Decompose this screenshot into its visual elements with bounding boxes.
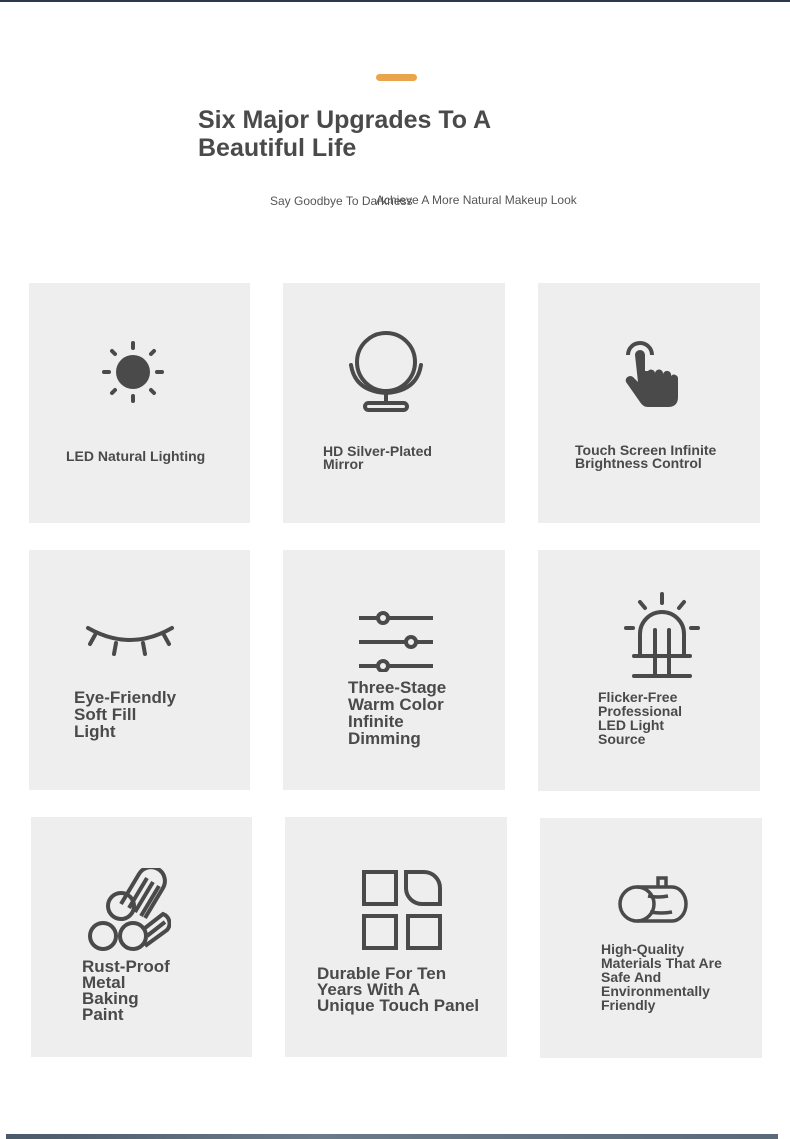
feature-label: Durable For Ten Years With A Unique Touch Panel (317, 964, 480, 1015)
eyelash-icon (85, 622, 175, 662)
feature-card-dimming (283, 550, 505, 790)
feature-label: LED Natural Lighting (66, 448, 206, 464)
sliders-icon (357, 608, 435, 672)
feature-label: Touch Screen Infinite Brightness Control (575, 442, 717, 471)
feature-card-touch-panel (285, 817, 507, 1057)
bottom-border (6, 1134, 778, 1139)
feature-label: Flicker-Free Professional LED Light Source (598, 689, 683, 747)
feature-card-flicker-free (538, 550, 760, 791)
touch-hand-icon (618, 333, 684, 411)
sun-icon (101, 340, 165, 404)
top-border (0, 0, 790, 2)
subtitle-left: Say Goodbye To Darkness (270, 194, 413, 208)
feature-label: HD Silver-Plated Mirror (323, 443, 432, 472)
feature-card-rust-proof (31, 817, 252, 1057)
feature-card-eye-friendly (29, 550, 250, 790)
page-title (198, 106, 598, 162)
title-line-1: Six Major Upgrades To A (198, 106, 492, 134)
metal-pipes-icon (87, 868, 171, 952)
app-grid-icon (361, 869, 443, 951)
accent-bar (376, 74, 417, 81)
mirror-icon (347, 329, 425, 413)
feature-card-led-lighting (29, 283, 250, 523)
feature-label: High-Quality Materials That Are Safe And Environmentally Friendly (601, 941, 722, 1013)
subtitle-right: Achieve A More Natural Makeup Look (376, 193, 577, 207)
feature-label: Three-Stage Warm Color Infinite Dimming (348, 678, 447, 748)
log-icon (618, 874, 690, 926)
feature-card-mirror (283, 283, 505, 523)
feature-card-materials (540, 818, 762, 1058)
title-line-2: Beautiful Life (198, 134, 357, 162)
feature-label: Rust-Proof Metal Baking Paint (82, 957, 170, 1024)
feature-label: Eye-Friendly Soft Fill Light (74, 688, 177, 741)
feature-card-touch-screen (538, 283, 760, 523)
alarm-light-icon (624, 592, 700, 680)
